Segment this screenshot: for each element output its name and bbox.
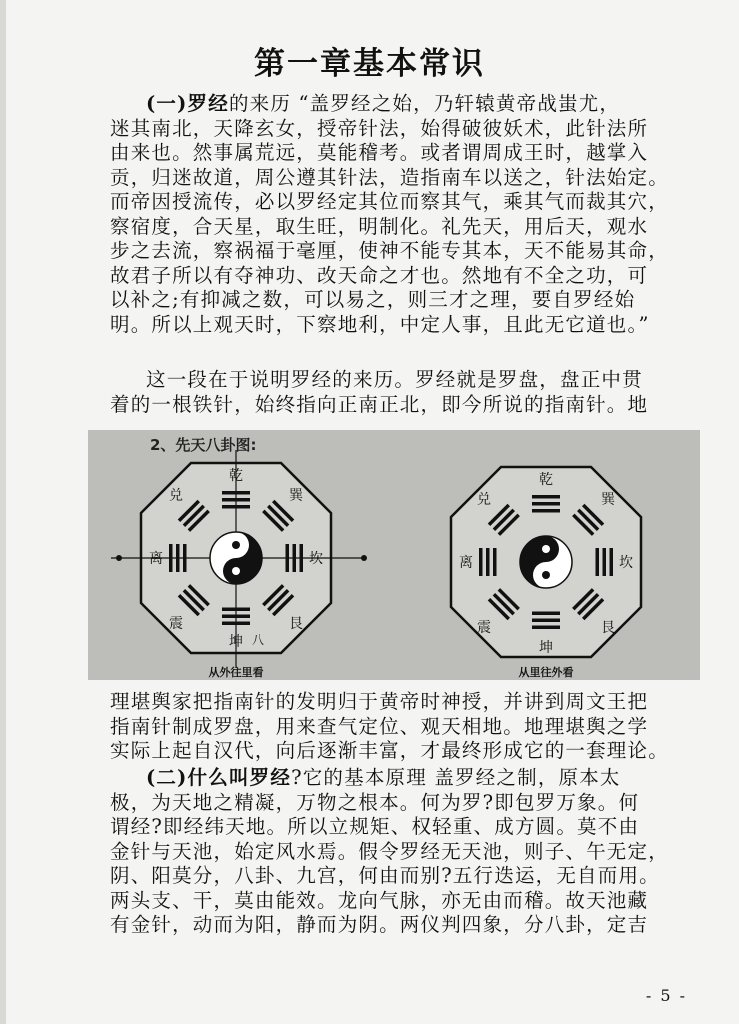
text-line: 谓经?即经纬天地。所以立规矩、权轻重、成方圆。莫不由 <box>110 815 640 838</box>
text-line: 步之去流，察祸福于毫厘，使神不能专其本，天不能易其命， <box>110 239 669 262</box>
right-caption: 从里往外看 <box>518 666 574 679</box>
text-line: 理堪舆家把指南针的发明归于黄帝时神授，并讲到周文王把 <box>110 690 649 713</box>
text-line: 迷其南北，天降玄女，授帝针法，始得破彼妖术，此针法所 <box>110 116 649 140</box>
text-line: 有金针，动而为阳，静而为阴。两仪判四象，分八卦，定吉 <box>110 913 649 936</box>
text-line: 极，为天地之精凝，万物之根本。何为罗?即包罗万象。何 <box>110 790 640 814</box>
trigram-label: 坤 <box>539 640 553 656</box>
right-bagua <box>451 467 641 657</box>
trigram-label: 巽 <box>601 492 615 508</box>
section-heading: (二)什么叫罗经 <box>146 766 292 789</box>
left-caption: 从外往里看 <box>208 666 264 679</box>
trigram-number: 八 <box>252 633 265 647</box>
text-line: 着的一根铁针，始终指向正南正北，即今所说的指南针。地 <box>110 392 649 416</box>
page-edge <box>0 0 6 1024</box>
heading-continuation: 的来历 “盖罗经之始，乃轩辕黄帝战蚩尤， <box>228 92 621 115</box>
trigram-label: 坎 <box>619 555 633 571</box>
text-line: 由来也。然事属荒远，莫能稽考。或者谓周成王时，越掌入 <box>110 141 649 164</box>
text-line: 两头支、干，莫由能效。龙向气脉，亦无由而稽。故天池藏 <box>110 888 649 912</box>
trigram-label: 离 <box>459 555 473 571</box>
bagua-illustration <box>88 430 700 680</box>
trigram-label: 震 <box>477 620 491 636</box>
text-line: 实际上起自汉代，向后逐渐丰富，才最终形成它的一套理论。 <box>110 739 669 762</box>
text-line: 指南针制成罗盘，用来查气定位、观天相地。地理堪舆之学 <box>110 714 649 738</box>
section-heading: (一)罗经 <box>146 92 229 115</box>
chapter-title: 第一章基本常识 <box>254 46 485 82</box>
trigram-label: 乾 <box>539 472 553 488</box>
trigram-label: 离 <box>149 551 163 567</box>
text-line: 明。所以上观天时，下察地利，中定人事，且此无它道也。” <box>110 312 650 336</box>
paragraph-history <box>110 690 710 764</box>
text-line: 金针与天池，始定风水焉。假令罗经无天池，则子、午无定， <box>110 839 669 863</box>
paragraph-origin <box>110 92 710 337</box>
heading-continuation: ?它的基本原理 盖罗经之制，原本太 <box>291 766 621 789</box>
trigram-label: 震 <box>169 616 183 632</box>
paragraph-first-line <box>110 92 710 117</box>
text-line: 察宿度，合天星，取生旺，明制化。礼先天，用后天，观水 <box>110 214 649 238</box>
trigram-label: 巽 <box>289 488 303 504</box>
text-line: 而帝因授流传，必以罗经定其位而察其气，乘其气而裁其穴， <box>110 190 669 213</box>
trigram-label: 兑 <box>169 488 183 504</box>
text-line: 以补之;有抑减之数，可以易之，则三才之理，要自罗经始 <box>110 288 636 311</box>
trigram-label: 兑 <box>477 492 491 508</box>
text-line: 贡，归迷故道，周公遵其针法，造指南车以送之，针法始定。 <box>110 165 669 189</box>
left-bagua <box>111 450 367 668</box>
bagua-figure <box>88 430 700 680</box>
text-line: 阴、阳莫分，八卦、九宫，何由而别?五行迭运，无自而用。 <box>110 864 660 887</box>
text-line: 这一段在于说明罗经的来历。罗经就是罗盘，盘正中贯 <box>146 368 643 391</box>
text-line: 故君子所以有夺神功、改天命之才也。然地有不全之功，可 <box>110 263 649 287</box>
trigram-label: 坎 <box>309 551 323 567</box>
trigram-label: 艮 <box>289 616 303 632</box>
trigram-label: 艮 <box>601 620 615 636</box>
page-number: - 5 - <box>645 986 687 1005</box>
figure-label: 2、先天八卦图: <box>150 436 257 454</box>
trigram-label: 乾 <box>229 468 243 484</box>
trigram-label: 坤 <box>229 634 243 650</box>
paragraph-first-line <box>110 766 710 791</box>
paragraph-principle <box>110 766 710 938</box>
paragraph-explanation <box>110 368 710 417</box>
